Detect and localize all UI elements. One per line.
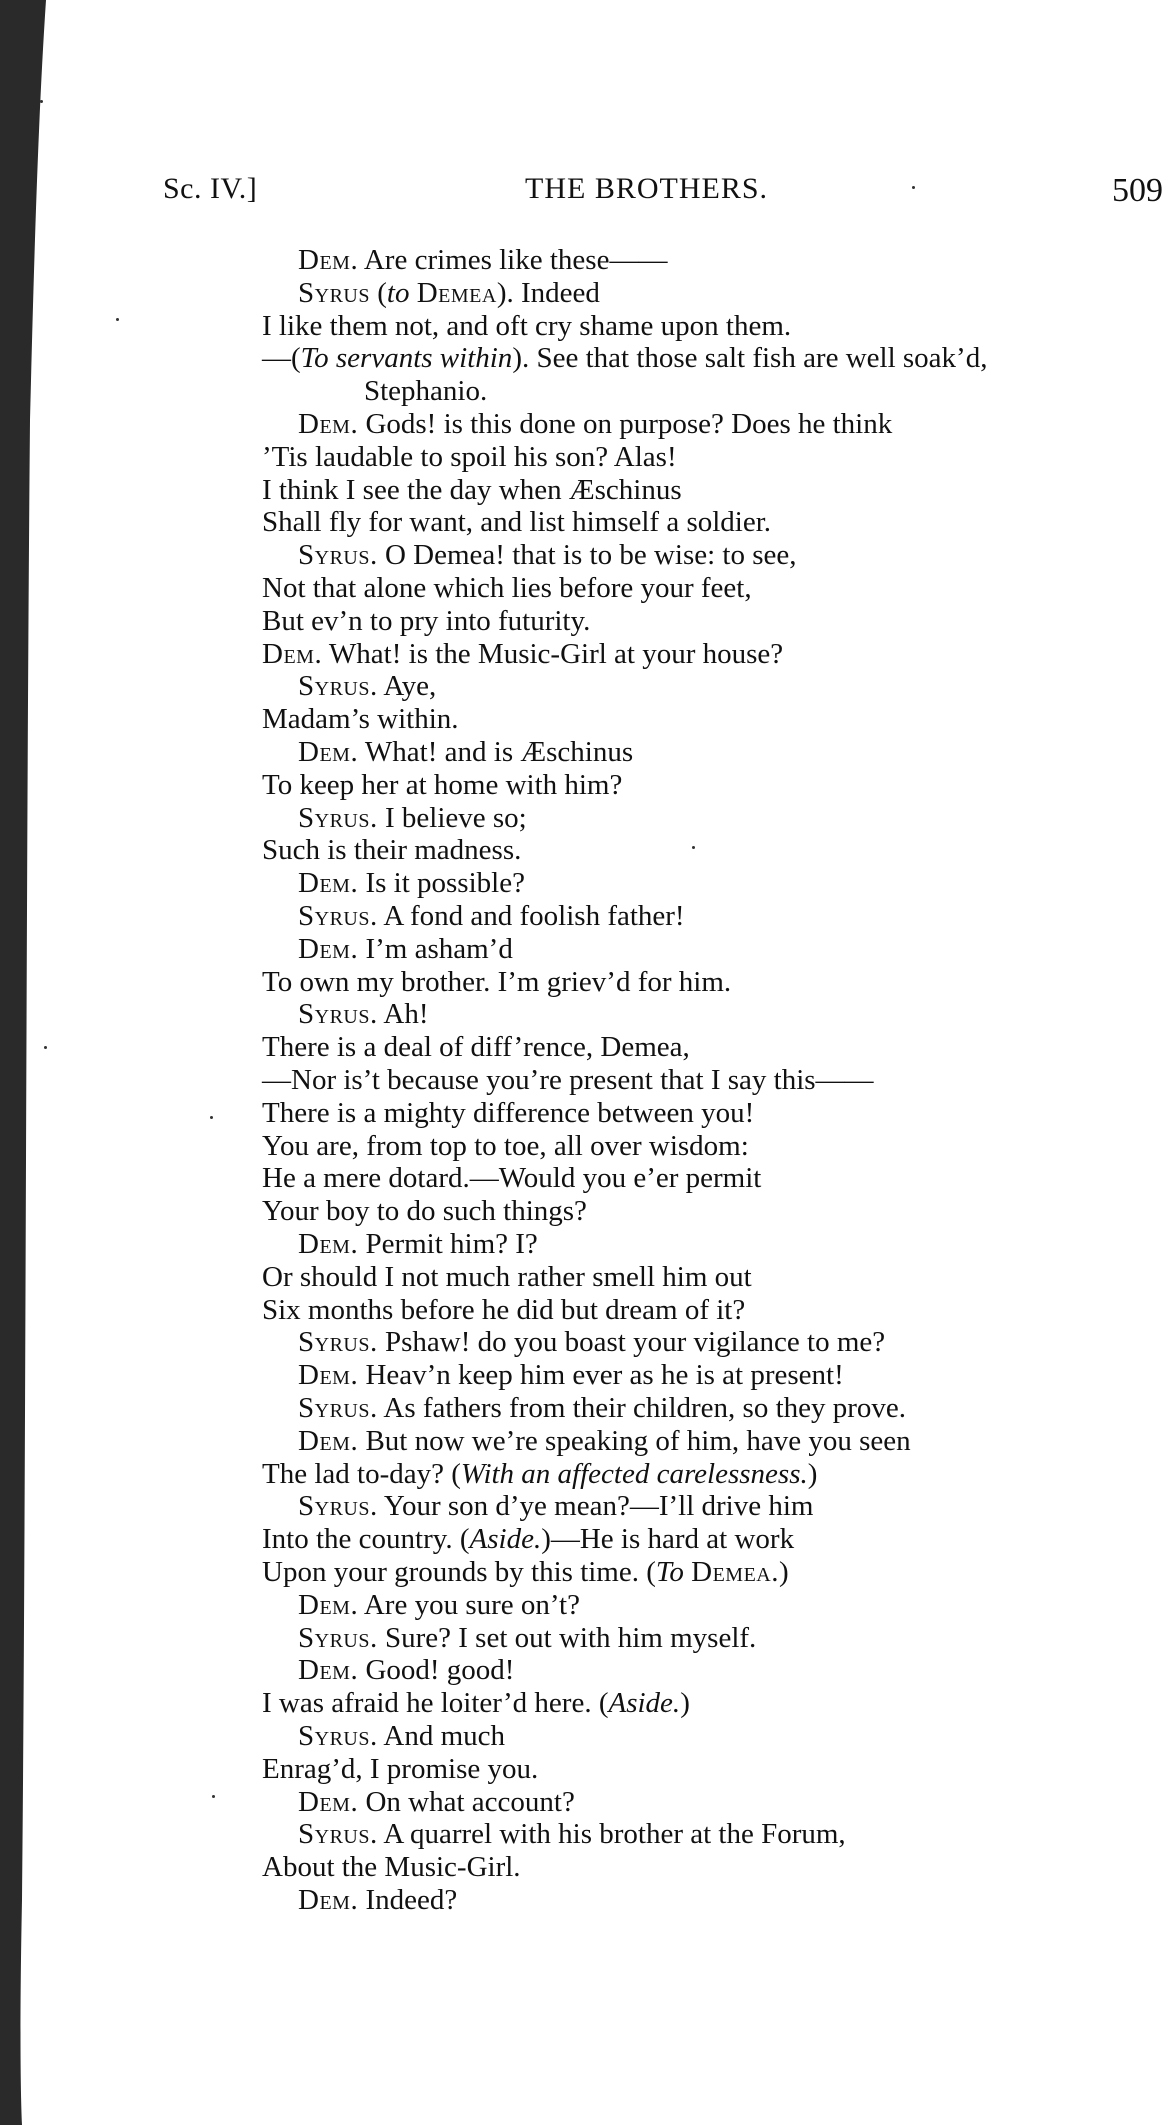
- line-text: Your boy to do such things?: [262, 1195, 587, 1228]
- text-line: [298, 867, 525, 900]
- line-text: O Demea! that is to be wise: to see,: [377, 539, 797, 572]
- speck: [116, 318, 119, 321]
- text-line: [298, 1326, 885, 1359]
- line-text: You are, from top to toe, all over wisdom:: [262, 1129, 749, 1162]
- line-text: I like them not, and oft cry shame upon them.: [262, 309, 792, 342]
- line-text: ). See that those salt fish are well soak’d,: [512, 342, 988, 375]
- line-text: Upon your grounds by this time. (: [262, 1556, 656, 1588]
- text-line: [298, 1818, 846, 1851]
- text-line: [298, 1884, 457, 1917]
- speck: [210, 1116, 213, 1119]
- line-text: Sure? I set out with him myself.: [377, 1621, 757, 1654]
- text-line: [298, 1490, 813, 1523]
- line-text: Gods! is this done on purpose? Does he think: [358, 408, 893, 440]
- line-text: But ev’n to pry into futurity.: [262, 604, 591, 637]
- line-text: Into the country. (: [262, 1523, 470, 1556]
- line-text: I believe so;: [377, 801, 527, 834]
- line-text: Pshaw! do you boast your vigilance to me?: [377, 1326, 886, 1359]
- text-line: [298, 1359, 844, 1392]
- text-line: [262, 1064, 874, 1097]
- text-line: [262, 1294, 745, 1327]
- speaker-name: Dem.: [298, 1785, 359, 1818]
- text-line: [262, 441, 677, 474]
- line-text: Or should I not much rather smell him out: [262, 1260, 752, 1293]
- speaker-name: Syrus.: [298, 1621, 378, 1654]
- line-text: The lad to-day? (: [262, 1457, 461, 1490]
- text-line: [262, 506, 771, 539]
- line-text: As fathers from their children, so they prove.: [377, 1392, 907, 1424]
- stage-direction: to: [386, 276, 410, 309]
- line-text: Are you sure on’t?: [358, 1588, 580, 1621]
- text-line: [298, 1392, 906, 1425]
- speaker-name: Dem.: [298, 244, 359, 276]
- text-line: [298, 998, 428, 1031]
- running-header: [0, 172, 1174, 216]
- text-line: [298, 1786, 575, 1819]
- line-text: Ah!: [377, 998, 429, 1031]
- text-line: [262, 474, 682, 507]
- page-number: 509: [1112, 172, 1163, 209]
- speaker-name: Dem.: [262, 637, 323, 670]
- text-line: [298, 277, 600, 310]
- line-text: I was afraid he loiter’d here. (: [262, 1687, 609, 1720]
- text-line: [262, 1130, 749, 1163]
- text-line: [298, 1720, 505, 1753]
- text-line: [262, 1753, 538, 1786]
- line-text: Enrag’d, I promise you.: [262, 1752, 539, 1785]
- line-text: What! is the Music-Girl at your house?: [322, 637, 784, 670]
- speaker-name: Syrus.: [298, 539, 378, 572]
- stage-direction: With an affected carelessness.: [460, 1457, 808, 1490]
- line-text: Shall fly for want, and list himself a soldier.: [262, 506, 772, 539]
- stage-direction: Aside.: [608, 1687, 681, 1720]
- text-line: [298, 539, 797, 572]
- text-line: [262, 1031, 690, 1064]
- line-text: To own my brother. I’m griev’d for him.: [262, 965, 732, 998]
- text-line: [262, 769, 622, 802]
- text-line: [262, 966, 731, 999]
- text-line: [262, 572, 752, 605]
- line-text: A quarrel with his brother at the Forum,: [377, 1818, 846, 1851]
- line-text: Demea: [416, 276, 497, 309]
- text-line: [298, 736, 633, 769]
- speaker-name: Dem.: [298, 1884, 359, 1916]
- speaker-name: Dem.: [298, 1424, 359, 1457]
- text-line: [298, 1654, 514, 1687]
- speaker-name: Dem.: [298, 1228, 359, 1260]
- line-text: Heav’n keep him ever as he is at present!: [358, 1359, 844, 1392]
- text-line: [262, 1458, 817, 1491]
- line-text: )—He is hard at work: [541, 1523, 795, 1556]
- text-line: [262, 703, 459, 736]
- line-text: What! and is Æschinus: [358, 736, 634, 768]
- text-line: [262, 834, 521, 867]
- line-text: —Nor is’t because you’re present that I say this——: [262, 1064, 874, 1096]
- line-text: Madam’s within.: [262, 703, 459, 736]
- text-line: [262, 1523, 794, 1556]
- line-text: Is it possible?: [358, 867, 525, 900]
- text-line: [262, 1261, 752, 1294]
- text-line: [298, 408, 892, 441]
- text-line: [298, 1425, 911, 1458]
- line-text: But now we’re speaking of him, have you seen: [358, 1424, 911, 1457]
- speaker-name: Dem.: [298, 1654, 359, 1687]
- speaker-name: Dem.: [298, 1359, 359, 1392]
- line-text: ): [778, 1556, 789, 1588]
- line-text: Stephanio.: [364, 375, 488, 408]
- text-line: [298, 802, 527, 835]
- stage-direction: Aside.: [469, 1523, 542, 1556]
- speaker-name: Syrus.: [298, 900, 378, 932]
- text-line: [262, 1097, 754, 1130]
- speaker-name: Syrus.: [298, 670, 378, 703]
- line-text: Aye,: [377, 670, 437, 703]
- speaker-name: Syrus.: [298, 1392, 378, 1424]
- line-text: —(: [262, 342, 301, 375]
- line-text: Permit him? I?: [358, 1228, 538, 1260]
- speaker-name: Dem.: [298, 408, 359, 440]
- line-text: Are crimes like these——: [358, 244, 668, 276]
- line-text: Indeed?: [358, 1884, 458, 1916]
- speaker-name: Syrus.: [298, 1490, 378, 1523]
- speck: [44, 1046, 47, 1049]
- line-text: A fond and foolish father!: [377, 900, 685, 932]
- line-text: About the Music-Girl.: [262, 1851, 521, 1884]
- text-line: [298, 670, 436, 703]
- stage-direction: To: [655, 1556, 684, 1588]
- line-text: I think I see the day when Æschinus: [262, 473, 682, 506]
- line-text: Demea.: [691, 1556, 779, 1588]
- text-line: [262, 605, 590, 638]
- speaker-name: Syrus.: [298, 1720, 378, 1752]
- speaker-name: Syrus.: [298, 998, 378, 1031]
- speaker-name: Syrus.: [298, 801, 378, 834]
- text-line: [298, 1622, 756, 1655]
- line-text: Good! good!: [358, 1654, 515, 1687]
- line-text: [409, 277, 416, 309]
- line-text: Such is their madness.: [262, 834, 522, 867]
- speck: [212, 1795, 215, 1798]
- speaker-name: Syrus.: [298, 1818, 378, 1851]
- speck: [692, 846, 695, 849]
- text-line: [262, 1556, 789, 1589]
- text-line: [364, 375, 487, 408]
- speaker-name: Dem.: [298, 1588, 359, 1621]
- speaker-name: Syrus: [298, 276, 370, 309]
- line-text: Your son d’ye mean?—I’ll drive him: [377, 1490, 814, 1523]
- line-text: ): [680, 1687, 690, 1720]
- speaker-name: Dem.: [298, 932, 359, 965]
- line-text: (: [369, 276, 387, 309]
- line-text: And much: [377, 1720, 506, 1752]
- line-text: To keep her at home with him?: [262, 768, 623, 801]
- line-text: There is a mighty difference between you!: [262, 1096, 755, 1129]
- line-text: Not that alone which lies before your feet,: [262, 572, 752, 604]
- speck: [40, 100, 43, 103]
- stage-direction: To servants within: [300, 342, 513, 375]
- running-title: THE BROTHERS.: [525, 172, 769, 205]
- line-text: On what account?: [358, 1785, 575, 1818]
- line-text: He a mere dotard.—Would you e’er permit: [262, 1162, 762, 1195]
- text-line: [262, 1851, 521, 1884]
- speaker-name: Dem.: [298, 867, 359, 900]
- text-line: [262, 342, 987, 375]
- text-line: [262, 638, 783, 671]
- line-text: ): [807, 1457, 818, 1490]
- text-line: [298, 1228, 538, 1261]
- line-text: Six months before he did but dream of it?: [262, 1293, 746, 1326]
- text-line: [298, 900, 685, 933]
- text-line: [298, 244, 667, 277]
- text-line: [298, 1589, 580, 1622]
- text-line: [298, 933, 513, 966]
- text-line: [262, 1687, 690, 1720]
- text-line: [262, 310, 791, 343]
- page-edge-shadow: [0, 0, 60, 2125]
- speaker-name: Syrus.: [298, 1326, 378, 1359]
- text-line: [262, 1162, 761, 1195]
- line-text: There is a deal of diff’rence, Demea,: [262, 1031, 690, 1064]
- line-text: ’Tis laudable to spoil his son? Alas!: [262, 440, 677, 473]
- text-line: [262, 1195, 587, 1228]
- scene-marker: Sc. IV.]: [163, 172, 258, 205]
- speaker-name: Dem.: [298, 736, 359, 768]
- line-text: ). Indeed: [496, 276, 600, 309]
- line-text: I’m asham’d: [358, 932, 513, 965]
